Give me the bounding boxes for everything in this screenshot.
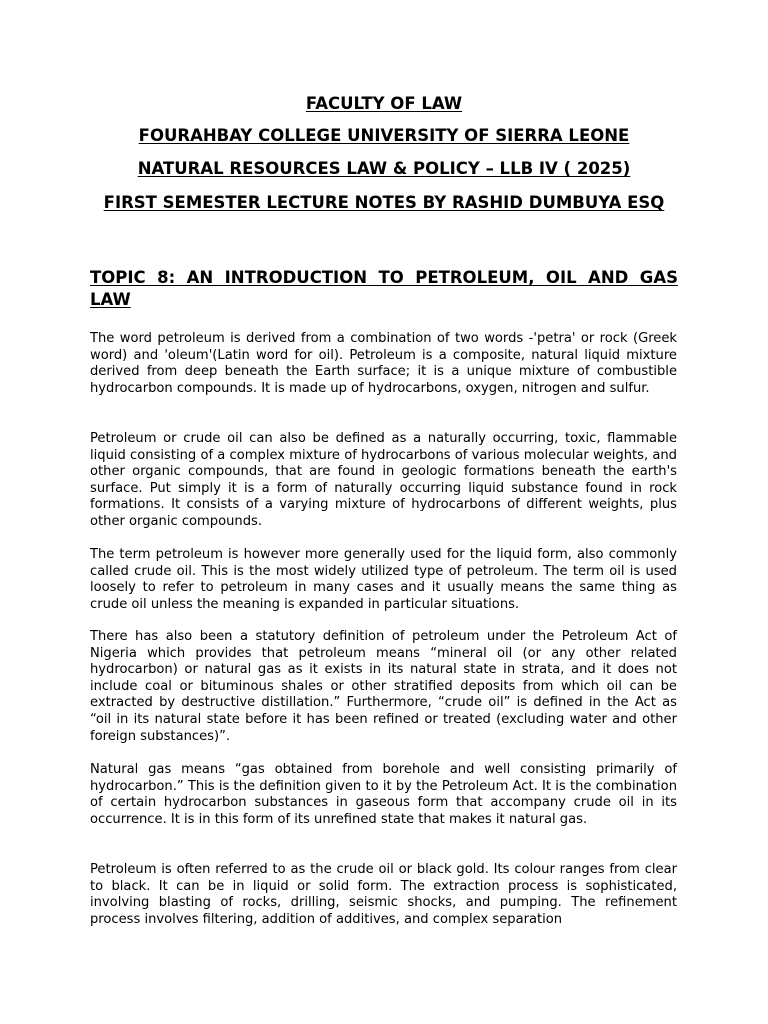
paragraph-term-usage: The term petroleum is however more generally used for the liquid form, also commonly called crude oil. This is the most widely utilized type of petroleum. The term oil is used loosely to refer to petroleum in many cases and it usually means the same thing as crude oil unless the meaning is expanded in particular situations.: [90, 547, 677, 612]
lecture-notes-heading: FIRST SEMESTER LECTURE NOTES BY RASHID DUMBUYA ESQ: [103, 193, 665, 212]
faculty-heading: FACULTY OF LAW: [305, 94, 463, 113]
paragraph-etymology: The word petroleum is derived from a combination of two words -'petra' or rock (Greek word) and 'oleum'(Latin word for oil). Petroleum is a composite, natural liquid mixture derived from deep beneath the Earth surface; it is a unique mixture of combustible hydrocarbon compounds. It is made up of hydrocarbons, oxygen, nitrogen and sulfur.: [90, 331, 677, 396]
paragraph-statutory-definition: There has also been a statutory definition of petroleum under the Petroleum Act of Nigeria which provides that petroleum means “mineral oil (or any other related hydrocarbon) or natural gas as it exists in its natural state in strata, and it does not include coal or bituminous shales or other stratified deposits from which oil can be extracted by destructive distillation.” Furthermore, “crude oil” is defined in the Act as “oil in its natural state before it has been refined or treated (excluding water and other foreign substances)”.: [90, 629, 677, 744]
course-heading: NATURAL RESOURCES LAW & POLICY – LLB IV ( 2025): [137, 159, 631, 178]
paragraph-black-gold: Petroleum is often referred to as the crude oil or black gold. Its colour ranges from clear to black. It can be in liquid or solid form. The extraction process is sophisticated, involving blasting of rocks, drilling, seismic shocks, and pumping. The refinement process involves filtering, addition of additives, and complex separation: [90, 862, 677, 927]
paragraph-natural-gas: Natural gas means “gas obtained from borehole and well consisting primarily of hydrocarbon.” This is the definition given to it by the Petroleum Act. It is the combination of certain hydrocarbon substances in gaseous form that accompany crude oil in its occurrence. It is in this form of its unrefined state that makes it natural gas.: [90, 762, 677, 827]
college-heading: FOURAHBAY COLLEGE UNIVERSITY OF SIERRA LEONE: [138, 126, 630, 145]
paragraph-crude-oil-definition: Petroleum or crude oil can also be defined as a naturally occurring, toxic, flammable liquid consisting of a complex mixture of hydrocarbons of various molecular weights, and other organic compounds, that are found in geologic formations beneath the earth's surface. Put simply it is a form of naturally occurring liquid substance found in rock formations. It consists of a varying mixture of hydrocarbons of different weights, plus other organic compounds.: [90, 431, 677, 529]
topic-title: TOPIC 8: AN INTRODUCTION TO PETROLEUM, OIL AND GAS LAW: [90, 268, 678, 309]
